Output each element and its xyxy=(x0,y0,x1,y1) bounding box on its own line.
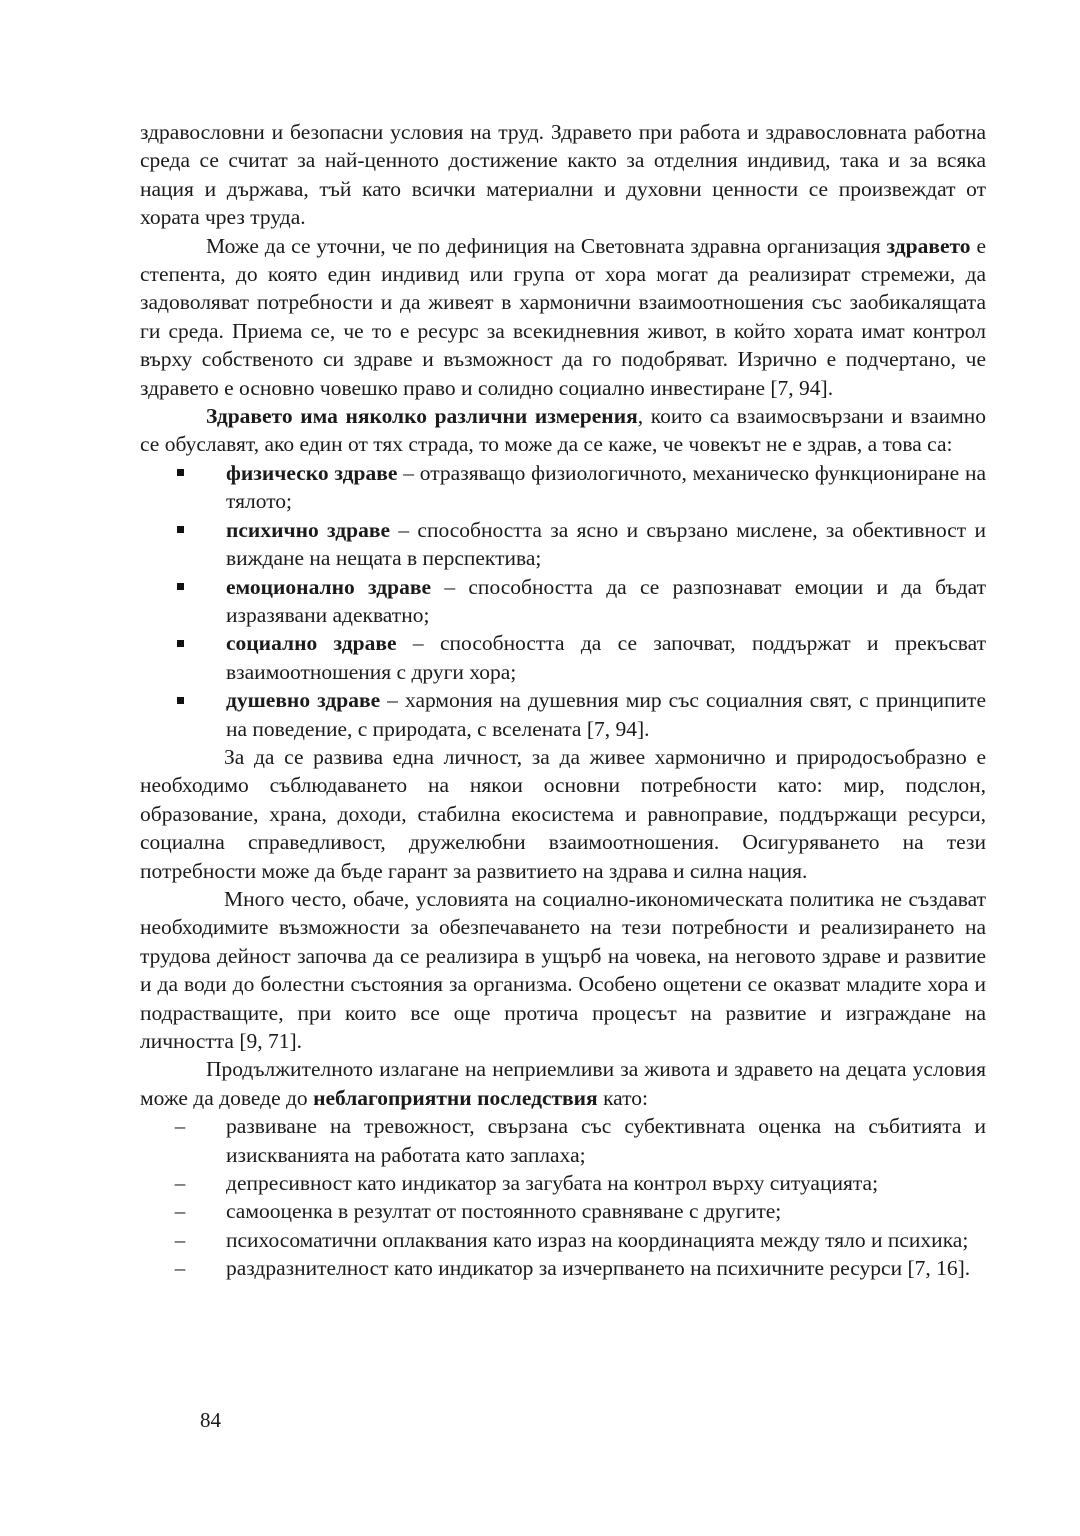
bullet-square-icon xyxy=(170,629,190,657)
definition-text-end: е степента, до която един индивид или група от хора могат да реализират стремежи, да задоволяват потребности и да живеят в хармонични взаимоотношения със заобикалящата ги среда. Приема се, че то е ресурс за всекидневния живот, в който хората имат контрол върху собственото си здраве и възможност да го подобряват. Изрично е подчертано, че здравето е основно човешко право и солидно социално инвестиране [7, 94]. xyxy=(140,233,986,400)
paragraph-socioeconomic: Много често, обаче, условията на социално-икономическата политика не създават необходимите възможности за обезпечаването на тези потребности и реализирането на трудова дейност започва да се реализира в ущърб на човека, на неговото здраве и развитие и да води до болестни състояния за организма. Особено ощетени се оказват младите хора и подрастващите, при които все още протича процесът на развитие и изграждане на личността [9, 71]. xyxy=(140,886,986,1053)
bullet-square-icon xyxy=(170,516,190,544)
list-item-text: депресивност като индикатор за загубата на контрол върху ситуацията; xyxy=(226,1171,879,1196)
paragraph-who-definition xyxy=(140,232,986,402)
list-item-term: физическо здраве xyxy=(226,460,398,485)
consequences-text-end: като: xyxy=(597,1085,649,1110)
consequences-list xyxy=(140,1112,986,1282)
paragraph-dimensions-intro xyxy=(140,402,986,459)
dash-marker: – xyxy=(174,1114,186,1139)
dash-marker: – xyxy=(174,1171,186,1196)
definition-text-start: Може да се уточни, че по дефиниция на Световната здравна организация xyxy=(206,233,887,258)
bullet-square-icon xyxy=(170,573,190,601)
list-item xyxy=(140,1169,986,1197)
dimensions-list xyxy=(140,459,986,743)
bullet-square-icon xyxy=(170,459,190,487)
definition-term: здравето xyxy=(886,233,971,258)
list-item-text: раздразнителност като индикатор за изчерпването на психичните ресурси [7, 16]. xyxy=(226,1256,971,1281)
list-item xyxy=(140,629,986,686)
list-item-text: – отразяващо физиологичното, механическо функциониране на тялото; xyxy=(226,460,986,514)
dimensions-intro-text: , които са взаимосвързани и взаимно се обуславят, ако един от тях страда, то може да се каже, че човекът не е здрав, а това са: xyxy=(140,404,986,457)
list-item-text: психосоматични оплаквания като израз на координацията между тяло и психика; xyxy=(226,1227,969,1252)
list-item xyxy=(140,516,986,573)
list-item-text: – способността за ясно и свързано мислене, за обективност и виждане на нещата в перспектива; xyxy=(226,517,986,571)
bullet-square-icon xyxy=(170,686,190,714)
paragraph-intro: здравословни и безопасни условия на труд. Здравето при работа и здравословната работна среда се считат за най-ценното достижение както за отделния индивид, така и за всяка нация и държава, тъй като всички материални и духовни ценности се произвеждат от хората чрез труда. xyxy=(140,120,986,230)
list-item xyxy=(140,1197,986,1225)
list-item xyxy=(140,1112,986,1169)
paragraph-consequences-intro xyxy=(140,1055,986,1112)
list-item-term: социално здраве xyxy=(226,631,397,656)
list-item-text: – способността да се разпознават емоции и да бъдат изразявани адекватно; xyxy=(226,574,986,627)
consequences-term: неблагоприятни последствия xyxy=(313,1085,598,1110)
paragraph-needs: За да се развива една личност, за да живее хармонично и природосъобразно е необходимо съблюдаването на някои основни потребности като: мир, подслон, образование, храна, доходи, стабилна екосистема и равноправие, поддържащи ресурси, социална справедливост, дружелюбни взаимоотношения. Осигуряването на тези потребности може да бъде гарант за развитието на здрава и силна нация. xyxy=(140,744,986,883)
list-item-text: самооценка в резултат от постоянното сравняване с другите; xyxy=(226,1199,782,1224)
list-item-text: – способността да се започват, поддържат и прекъсват взаимоотношения с други хора; xyxy=(226,631,986,684)
list-item-text: – хармония на душевния мир със социалния свят, с принципите на поведение, с природата, с вселената [7, 94]. xyxy=(226,688,986,741)
list-item xyxy=(140,573,986,630)
list-item xyxy=(140,686,986,743)
dash-marker: – xyxy=(174,1256,186,1281)
consequences-text-start: Продължителното излагане на неприемливи за живота и здравето на децата условия може да доведе до xyxy=(140,1057,986,1110)
page-number: 84 xyxy=(200,1408,221,1432)
dash-marker: – xyxy=(174,1199,186,1224)
list-item xyxy=(140,459,986,516)
list-item-term: душевно здраве xyxy=(226,688,381,713)
list-item-term: емоционално здраве xyxy=(226,574,432,599)
list-item-term: психично здраве xyxy=(226,517,391,542)
list-item xyxy=(140,1254,986,1282)
page-body xyxy=(140,118,986,1283)
list-item-text: развиване на тревожност, свързана със субективната оценка на събитията и изискванията на работата като заплаха; xyxy=(226,1114,986,1167)
list-item xyxy=(140,1226,986,1254)
dash-marker: – xyxy=(174,1227,186,1252)
dimensions-heading: Здравето има няколко различни измерения xyxy=(206,404,638,429)
